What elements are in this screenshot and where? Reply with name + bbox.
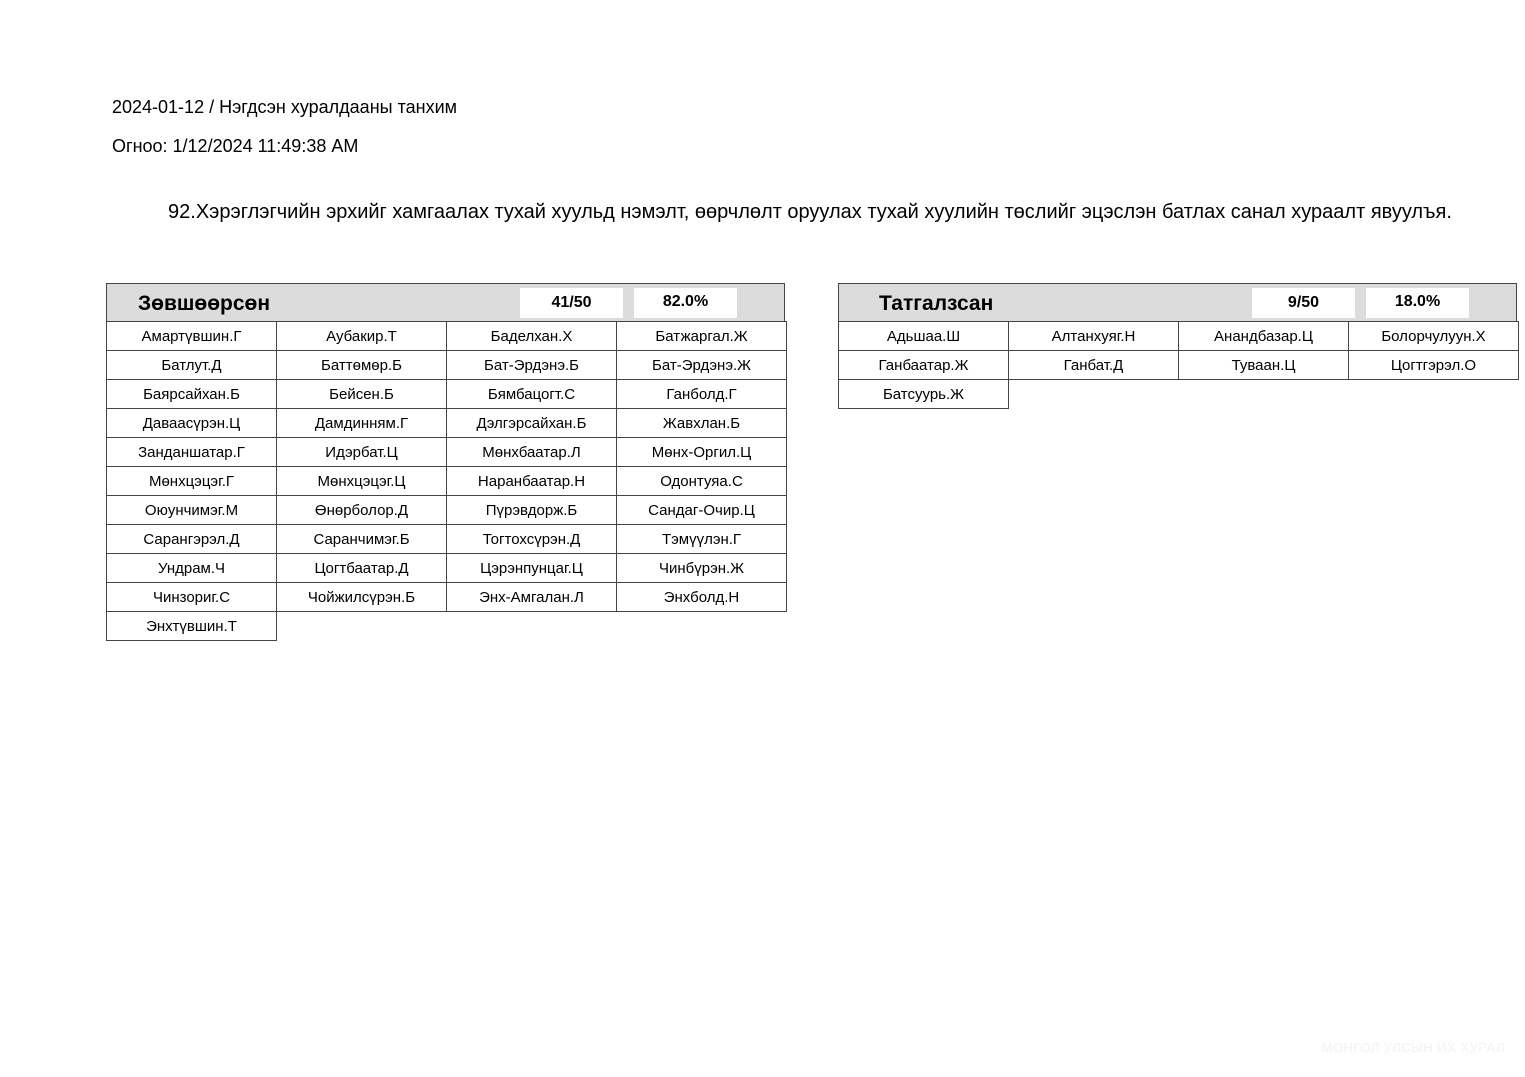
approved-member-cell: Баделхан.Х [446, 321, 617, 351]
rejected-title: Татгалзсан [879, 292, 994, 315]
approved-member-cell: Жавхлан.Б [616, 408, 787, 438]
approved-member-cell: Мөнхбаатар.Л [446, 437, 617, 467]
approved-member-cell: Идэрбат.Ц [276, 437, 447, 467]
approved-member-cell: Бейсен.Б [276, 379, 447, 409]
watermark: МОНГОЛ УЛСЫН ИХ ХУРАЛ [1321, 1040, 1505, 1055]
approved-percent: 82.0% [634, 288, 737, 318]
rejected-member-cell: Ганбаатар.Ж [838, 350, 1009, 380]
approved-member-cell: Амартүвшин.Г [106, 321, 277, 351]
approved-member-cell: Баярсайхан.Б [106, 379, 277, 409]
vote-question: 92.Хэрэглэгчийн эрхийг хамгаалах тухай хуульд нэмэлт, өөрчлөлт оруулах тухай хуулийн төслийг эцэслэн батлах санал хураалт явуулъя. [168, 201, 1452, 223]
approved-member-cell: Энхтүвшин.Т [106, 611, 277, 641]
session-title: 2024-01-12 / Нэгдсэн хуралдааны танхим [112, 97, 457, 117]
approved-member-cell: Мөнхцэцэг.Г [106, 466, 277, 496]
approved-member-cell: Мөнх-Оргил.Ц [616, 437, 787, 467]
rejected-member-cell: Анандбазар.Ц [1178, 321, 1349, 351]
approved-member-cell: Цэрэнпунцаг.Ц [446, 553, 617, 583]
approved-member-cell: Мөнхцэцэг.Ц [276, 466, 447, 496]
rejected-count: 9/50 [1252, 288, 1355, 318]
approved-member-cell: Наранбаатар.Н [446, 466, 617, 496]
approved-member-cell: Бямбацогт.С [446, 379, 617, 409]
approved-member-cell: Одонтуяа.С [616, 466, 787, 496]
approved-member-cell: Сарангэрэл.Д [106, 524, 277, 554]
approved-member-cell: Оюунчимэг.М [106, 495, 277, 525]
rejected-member-cell: Туваан.Ц [1178, 350, 1349, 380]
approved-member-cell: Чойжилсүрэн.Б [276, 582, 447, 612]
rejected-member-cell: Болорчулуун.Х [1348, 321, 1519, 351]
approved-header [106, 283, 785, 322]
approved-member-cell: Батлут.Д [106, 350, 277, 380]
approved-member-cell: Бат-Эрдэнэ.Б [446, 350, 617, 380]
rejected-percent: 18.0% [1366, 288, 1469, 318]
approved-count: 41/50 [520, 288, 623, 318]
approved-names-grid [106, 321, 786, 641]
approved-member-cell: Батжаргал.Ж [616, 321, 787, 351]
approved-member-cell: Цогтбаатар.Д [276, 553, 447, 583]
approved-member-cell: Пүрэвдорж.Б [446, 495, 617, 525]
approved-member-cell: Ундрам.Ч [106, 553, 277, 583]
rejected-member-cell: Батсуурь.Ж [838, 379, 1009, 409]
approved-member-cell: Тогтохсүрэн.Д [446, 524, 617, 554]
approved-member-cell: Энхболд.Н [616, 582, 787, 612]
rejected-header [838, 283, 1517, 322]
approved-member-cell: Өнөрболор.Д [276, 495, 447, 525]
approved-member-cell: Саранчимэг.Б [276, 524, 447, 554]
approved-member-cell: Чинзориг.С [106, 582, 277, 612]
approved-member-cell: Тэмүүлэн.Г [616, 524, 787, 554]
rejected-member-cell: Адьшаа.Ш [838, 321, 1009, 351]
rejected-panel [838, 283, 1518, 409]
approved-member-cell: Занданшатар.Г [106, 437, 277, 467]
rejected-member-cell: Цогтгэрэл.О [1348, 350, 1519, 380]
rejected-member-cell: Ганбат.Д [1008, 350, 1179, 380]
approved-member-cell: Баттөмөр.Б [276, 350, 447, 380]
approved-member-cell: Бат-Эрдэнэ.Ж [616, 350, 787, 380]
rejected-names-grid [838, 321, 1518, 409]
approved-member-cell: Энх-Амгалан.Л [446, 582, 617, 612]
approved-member-cell: Даваасүрэн.Ц [106, 408, 277, 438]
approved-member-cell: Аубакир.Т [276, 321, 447, 351]
vote-date: Огноо: 1/12/2024 11:49:38 AM [112, 136, 359, 156]
approved-member-cell: Сандаг-Очир.Ц [616, 495, 787, 525]
approved-panel [106, 283, 786, 641]
approved-title: Зөвшөөрсөн [138, 292, 271, 315]
approved-member-cell: Дэлгэрсайхан.Б [446, 408, 617, 438]
approved-member-cell: Ганболд.Г [616, 379, 787, 409]
rejected-member-cell: Алтанхуяг.Н [1008, 321, 1179, 351]
approved-member-cell: Дамдинням.Г [276, 408, 447, 438]
approved-member-cell: Чинбүрэн.Ж [616, 553, 787, 583]
